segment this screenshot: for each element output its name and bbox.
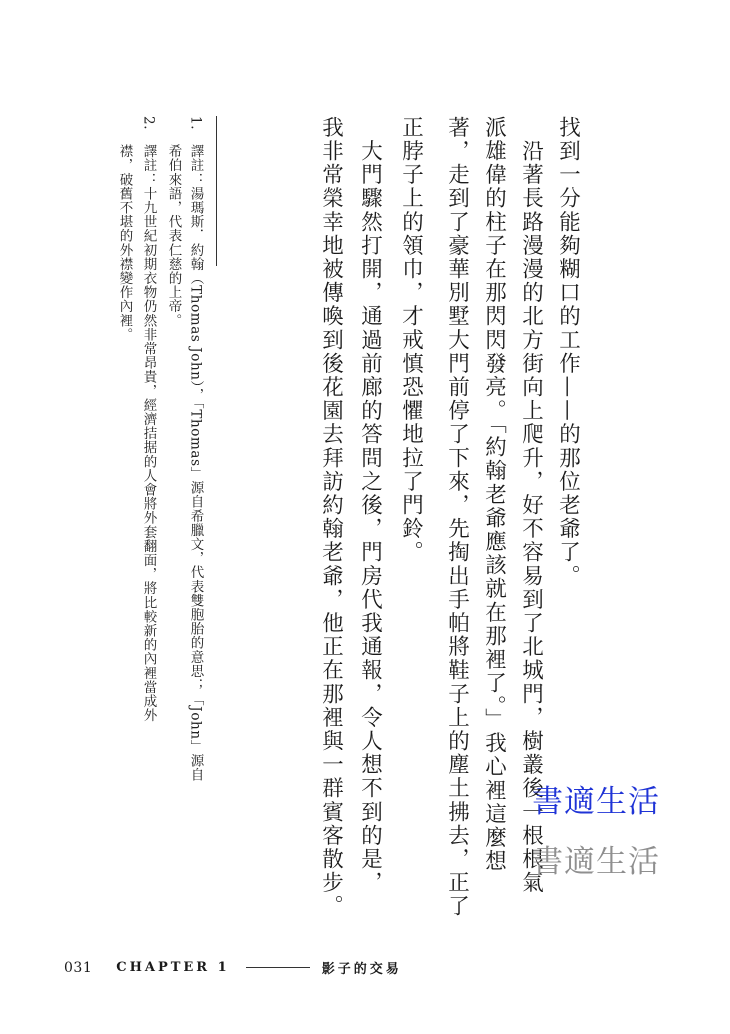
body-column-7: 我非常榮幸地被傳喚到後花園去拜訪約翰老爺，他正在那裡與一群賓客散步。 [318,116,344,919]
watermark-primary: 書適生活 [532,784,660,820]
chapter-title: 影子的交易 [321,962,402,977]
page-number: 031 [64,959,93,976]
body-column-1: 找到一分能夠糊口的工作——的那位老爺了。 [555,116,581,588]
watermark-secondary: 書適生活 [532,844,660,880]
page-footer [64,958,402,977]
footnote-2-line-2: 襟，破舊不堪的外襟變作內裡。 [116,116,133,342]
body-column-6: 大門驟然打開，通過前廊的答問之後，門房代我通報，令人想不到的是， [357,116,383,895]
footnote-2-line-1: 2. 譯註：十九世紀初期衣物仍然非常昂貴，經濟拮据的人會將外套翻面，將比較新的內裡當成外 [140,116,157,723]
body-column-2: 沿著長路漫漫的北方街向上爬升，好不容易到了北城門，樹叢後一根根氣 [518,116,544,895]
footnote-1-line-1: 1. 譯註：湯瑪斯．約翰（Thomas John），「Thomas」源自希臘文，代表雙胞胎的意思；「John」源自 [187,116,204,782]
body-column-4: 著，走到了豪華別墅大門前停了下來，先掏出手帕將鞋子上的塵土拂去，正了 [444,116,470,919]
footnote-1-line-2: 希伯來語，代表仁慈的上帝。 [165,116,182,328]
body-column-3: 派雄偉的柱子在那閃閃發亮。「約翰老爺應該就在那裡了。」我心裡這麼想 [481,116,507,874]
footer-divider [246,967,310,968]
body-column-5: 正脖子上的領巾，才戒慎恐懼地拉了門鈴。 [398,116,424,565]
chapter-label: CHAPTER 1 [116,960,230,975]
footnote-divider [216,116,217,266]
